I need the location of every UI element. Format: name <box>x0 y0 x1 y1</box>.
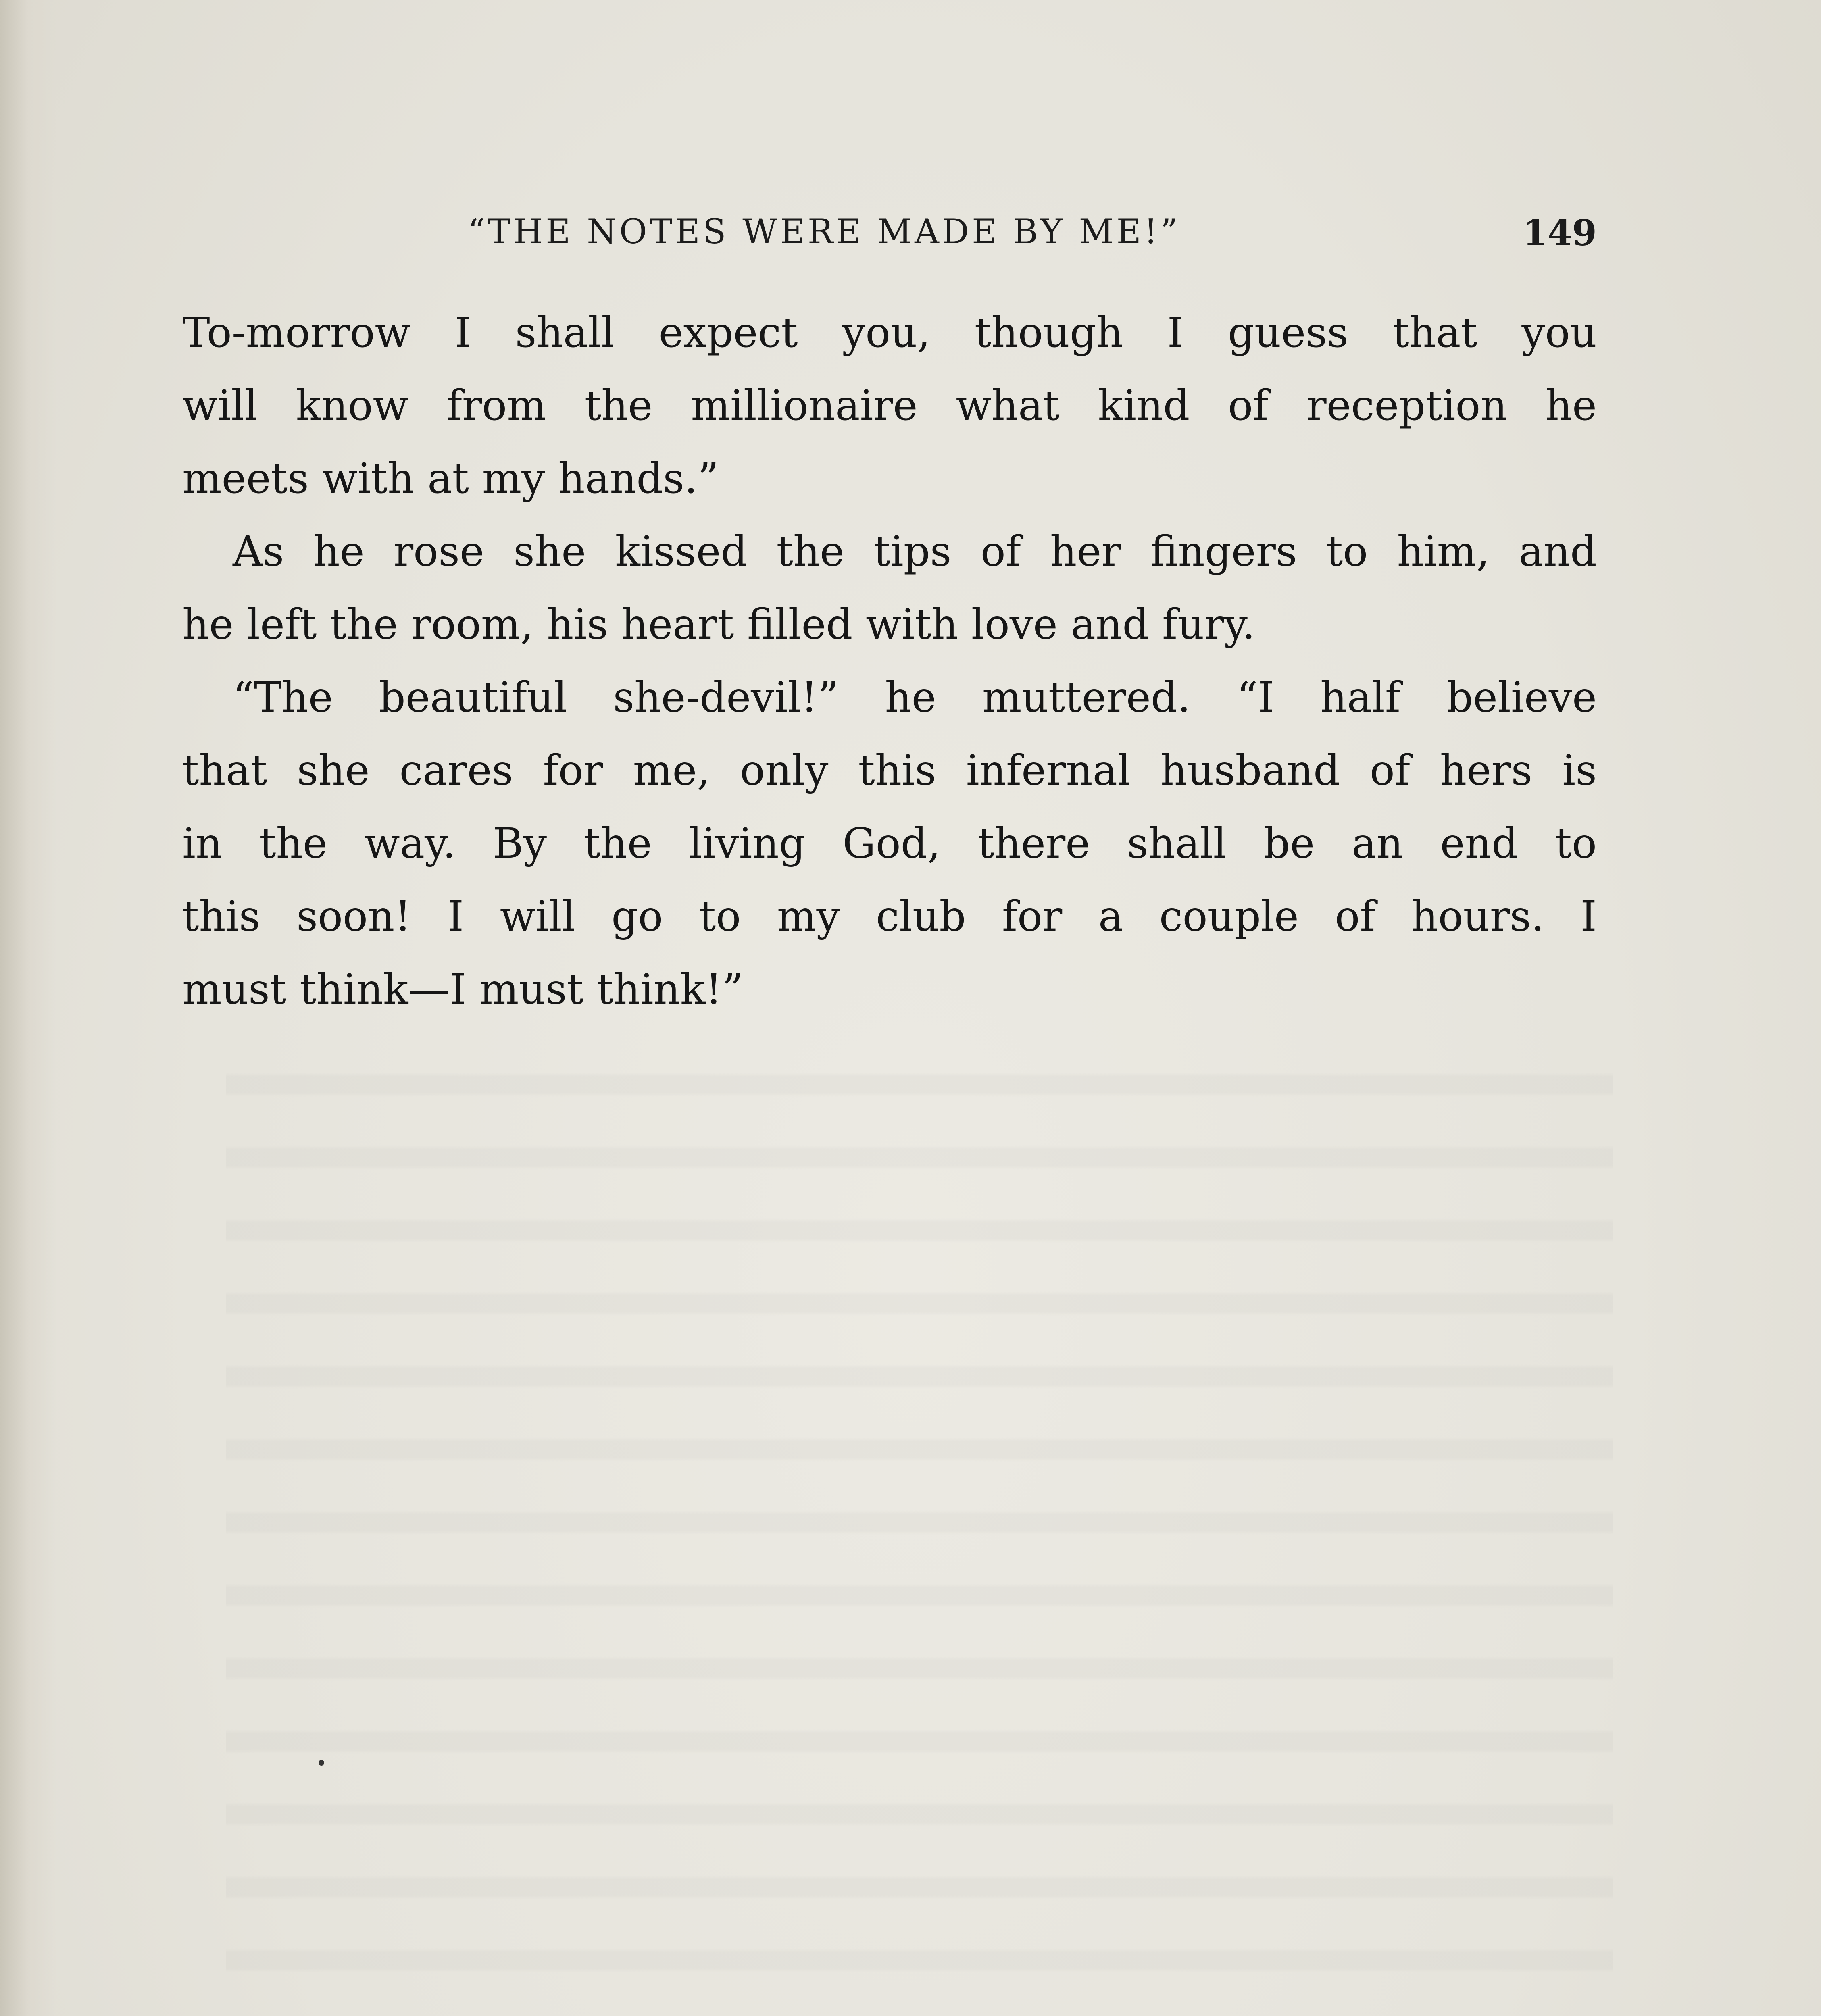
spine-shadow <box>0 0 56 2016</box>
text-line: this soon! I will go to my club for a couple of hours. I <box>182 892 1597 941</box>
text-line: To-morrow I shall expect you, though I guess that you <box>182 308 1597 357</box>
text-line: will know from the millionaire what kind of reception he <box>182 381 1597 430</box>
text-line: must think—I must think!” <box>182 965 744 1014</box>
page-header <box>181 212 1597 256</box>
page-number: 149 <box>1523 212 1597 254</box>
text-line: in the way. By the living God, there shall be an end to <box>182 819 1597 868</box>
text-line: As he rose she kissed the tips of her fingers to him, and <box>233 527 1597 576</box>
show-through-text <box>226 1032 1613 2016</box>
running-head: “THE NOTES WERE MADE BY ME!” <box>468 212 1181 251</box>
text-line: that she cares for me, only this infernal husband of hers is <box>182 746 1597 795</box>
ink-speck <box>319 1760 324 1766</box>
text-line: he left the room, his heart filled with love and fury. <box>182 600 1255 649</box>
text-line: “The beautiful she-devil!” he muttered. “I half believe <box>233 673 1597 722</box>
text-line: meets with at my hands.” <box>182 454 719 503</box>
body-text <box>182 296 1597 1026</box>
